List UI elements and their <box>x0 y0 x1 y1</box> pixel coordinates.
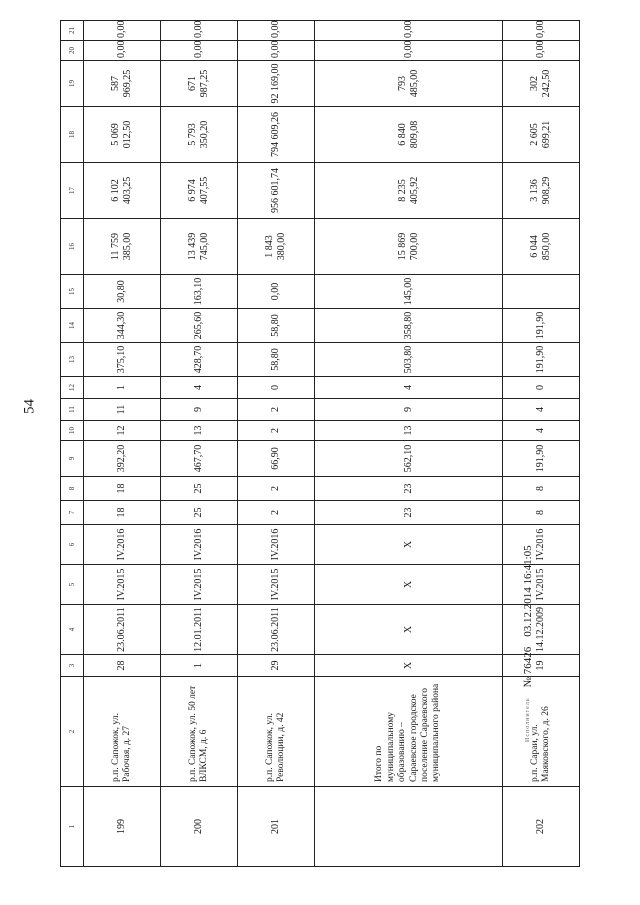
table-cell-c10: 12 <box>84 421 161 441</box>
column-number: 18 <box>61 107 84 163</box>
table-row <box>315 21 503 867</box>
table-cell-c18: 794 609,26 <box>238 107 315 163</box>
table-cell-c11: 4 <box>502 399 579 421</box>
table-cell-address: р.п. Сапожок, ул. Рабочая, д. 27 <box>84 677 161 787</box>
table-cell-c20: 0,00 <box>84 41 161 61</box>
table-cell-c15: 163,10 <box>161 275 238 309</box>
table-cell-c20: 0,00 <box>161 41 238 61</box>
table-cell-c8: 23 <box>315 477 503 501</box>
doc-number: № 76426 <box>522 646 534 688</box>
register-table <box>60 20 580 867</box>
table-cell-c19: 671 987,25 <box>161 61 238 107</box>
table-cell-n: 201 <box>238 787 315 867</box>
doc-datetime: 03.12.2014 16:41:05 <box>522 545 534 637</box>
column-number: 20 <box>61 41 84 61</box>
table-cell-c14: 191,90 <box>502 309 579 343</box>
table-cell-c4: X <box>315 605 503 655</box>
table-cell-c5: IV.2015 <box>238 565 315 605</box>
column-number: 11 <box>61 399 84 421</box>
table-cell-c9: 191,90 <box>502 441 579 477</box>
column-number: 12 <box>61 377 84 399</box>
table-cell-c3: X <box>315 655 503 677</box>
table-cell-c3: 28 <box>84 655 161 677</box>
table-cell-c3: 29 <box>238 655 315 677</box>
table-cell-c16: 15 869 700,00 <box>315 219 503 275</box>
table-cell-c19: 92 169,00 <box>238 61 315 107</box>
table-cell-c21: 0,00 <box>315 21 503 41</box>
table-cell-c7: 8 <box>502 501 579 525</box>
table-cell-c7: 2 <box>238 501 315 525</box>
table-cell-c19: 302 242,50 <box>502 61 579 107</box>
table-cell-c14: 265,60 <box>161 309 238 343</box>
table-cell-c17: 956 601,74 <box>238 163 315 219</box>
table-cell-c10: 2 <box>238 421 315 441</box>
table-cell-address: Итого по муниципальному образованию – Сараевское городское поселение Сараевского муниципального района <box>315 677 503 787</box>
table-cell-c18: 5 069 012,50 <box>84 107 161 163</box>
table-cell-c16: 13 439 745,00 <box>161 219 238 275</box>
table-cell-c18: 2 605 699,21 <box>502 107 579 163</box>
table-cell-c18: 6 840 809,08 <box>315 107 503 163</box>
table-cell-c20: 0,00 <box>238 41 315 61</box>
table-cell-c15 <box>502 275 579 309</box>
table-cell-c21: 0,00 <box>161 21 238 41</box>
table-cell-c6: IV.2016 <box>238 525 315 565</box>
table-cell-c16: 6 044 850,00 <box>502 219 579 275</box>
table-cell-c5: X <box>315 565 503 605</box>
table-cell-c10: 13 <box>315 421 503 441</box>
register-table-wrapper <box>60 20 580 850</box>
table-cell-c15: 0,00 <box>238 275 315 309</box>
table-cell-c6: X <box>315 525 503 565</box>
footer-stamp: Исполнитель <box>525 697 531 742</box>
table-cell-c4: 23.06.2011 <box>84 605 161 655</box>
table-cell-c9: 66,90 <box>238 441 315 477</box>
column-number: 7 <box>61 501 84 525</box>
table-cell-c20: 0,00 <box>502 41 579 61</box>
table-cell-c6: IV.2016 <box>161 525 238 565</box>
table-cell-c3: 19 <box>502 655 579 677</box>
table-cell-c16: 11 759 385,00 <box>84 219 161 275</box>
column-number: 21 <box>61 21 84 41</box>
table-row <box>84 21 161 867</box>
table-cell-c13: 375,10 <box>84 343 161 377</box>
table-cell-c3: 1 <box>161 655 238 677</box>
table-cell-c18: 5 793 350,20 <box>161 107 238 163</box>
column-number: 1 <box>61 787 84 867</box>
table-cell-address: р.п. Сапожок, ул. 50 лет ВЛКСМ, д. 6 <box>161 677 238 787</box>
table-cell-c13: 58,80 <box>238 343 315 377</box>
table-cell-c6: IV.2016 <box>84 525 161 565</box>
table-cell-c11: 11 <box>84 399 161 421</box>
table-cell-c12: 0 <box>502 377 579 399</box>
column-number: 5 <box>61 565 84 605</box>
table-cell-n: 200 <box>161 787 238 867</box>
table-cell-c7: 18 <box>84 501 161 525</box>
table-cell-c6: IV.2016 <box>502 525 579 565</box>
table-cell-c5: IV.2015 <box>84 565 161 605</box>
table-cell-c17: 6 102 403,25 <box>84 163 161 219</box>
table-cell-c10: 4 <box>502 421 579 441</box>
table-cell-address: р.п. Сапожок, ул. Революции, д. 42 <box>238 677 315 787</box>
table-cell-c8: 25 <box>161 477 238 501</box>
table-row <box>238 21 315 867</box>
table-cell-c20: 0,00 <box>315 41 503 61</box>
table-cell-c12: 1 <box>84 377 161 399</box>
table-cell-c9: 392,20 <box>84 441 161 477</box>
table-cell-c16: 1 843 380,00 <box>238 219 315 275</box>
table-row <box>161 21 238 867</box>
table-cell-c12: 0 <box>238 377 315 399</box>
table-cell-c13: 191,90 <box>502 343 579 377</box>
column-number: 13 <box>61 343 84 377</box>
table-cell-c19: 587 969,25 <box>84 61 161 107</box>
table-cell-c8: 8 <box>502 477 579 501</box>
table-cell-c12: 4 <box>161 377 238 399</box>
table-cell-c17: 6 974 407,55 <box>161 163 238 219</box>
column-number: 19 <box>61 61 84 107</box>
table-cell-address: р.п. Сараи, ул. Маяковского, д. 26 <box>502 677 579 787</box>
table-cell-c15: 30,80 <box>84 275 161 309</box>
table-cell-c11: 2 <box>238 399 315 421</box>
table-cell-c21: 0,00 <box>84 21 161 41</box>
column-number: 3 <box>61 655 84 677</box>
table-cell-c5: IV.2015 <box>502 565 579 605</box>
table-cell-c9: 562,10 <box>315 441 503 477</box>
table-cell-n: 202 <box>502 787 579 867</box>
column-number: 4 <box>61 605 84 655</box>
table-cell-c21: 0,00 <box>502 21 579 41</box>
table-cell-n <box>315 787 503 867</box>
column-number: 6 <box>61 525 84 565</box>
table-cell-c12: 4 <box>315 377 503 399</box>
table-cell-c8: 18 <box>84 477 161 501</box>
table-cell-c14: 344,30 <box>84 309 161 343</box>
table-cell-c13: 428,70 <box>161 343 238 377</box>
table-cell-c7: 25 <box>161 501 238 525</box>
table-cell-c9: 467,70 <box>161 441 238 477</box>
table-cell-n: 199 <box>84 787 161 867</box>
page-number: 54 <box>21 399 38 414</box>
table-cell-c21: 0,00 <box>238 21 315 41</box>
table-cell-c4: 23.06.2011 <box>238 605 315 655</box>
column-number: 10 <box>61 421 84 441</box>
table-cell-c5: IV.2015 <box>161 565 238 605</box>
table-cell-c14: 58,80 <box>238 309 315 343</box>
table-cell-c4: 12.01.2011 <box>161 605 238 655</box>
table-cell-c11: 9 <box>315 399 503 421</box>
table-cell-c19: 793 485,00 <box>315 61 503 107</box>
column-number-row <box>61 21 84 867</box>
table-row <box>502 21 579 867</box>
table-cell-c17: 8 235 405,92 <box>315 163 503 219</box>
column-number: 15 <box>61 275 84 309</box>
table-cell-c4: 14.12.2009 <box>502 605 579 655</box>
column-number: 2 <box>61 677 84 787</box>
column-number: 8 <box>61 477 84 501</box>
column-number: 14 <box>61 309 84 343</box>
table-cell-c8: 2 <box>238 477 315 501</box>
table-cell-c17: 3 136 908,29 <box>502 163 579 219</box>
column-number: 17 <box>61 163 84 219</box>
table-cell-c14: 358,80 <box>315 309 503 343</box>
table-cell-c7: 23 <box>315 501 503 525</box>
column-number: 9 <box>61 441 84 477</box>
table-cell-c10: 13 <box>161 421 238 441</box>
table-cell-c13: 503,80 <box>315 343 503 377</box>
column-number: 16 <box>61 219 84 275</box>
table-cell-c15: 145,00 <box>315 275 503 309</box>
table-cell-c11: 9 <box>161 399 238 421</box>
